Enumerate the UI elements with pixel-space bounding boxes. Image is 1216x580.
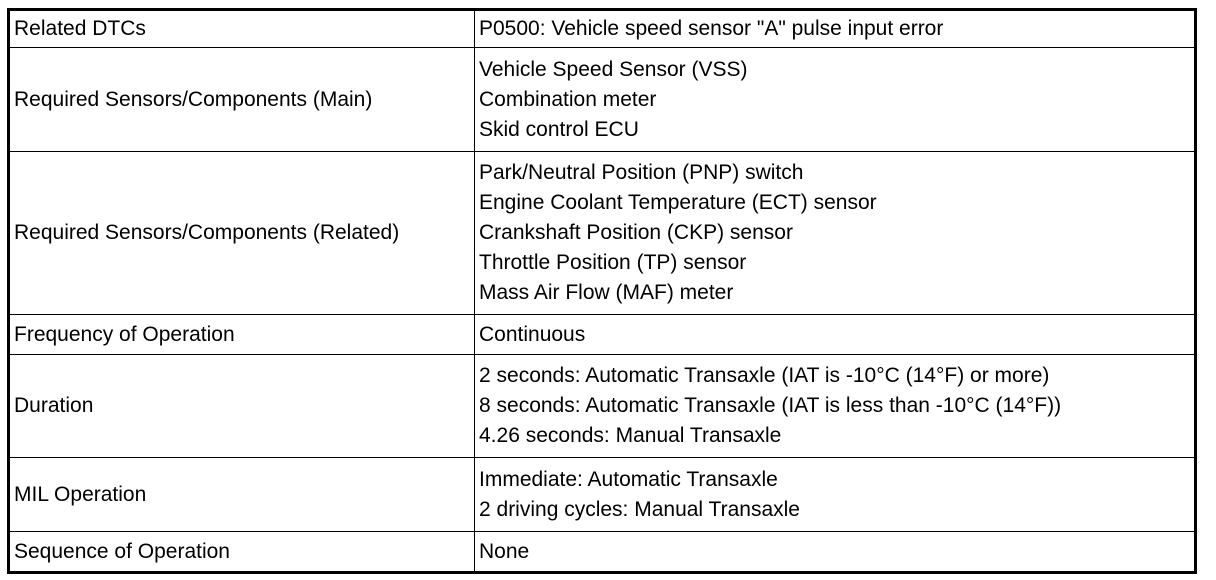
value-line: Combination meter: [479, 87, 657, 111]
row-label: Sequence of Operation: [9, 532, 475, 573]
table-row-frequency: [9, 315, 1196, 355]
value-line: Immediate: Automatic Transaxle: [479, 467, 778, 491]
value-line: Skid control ECU: [479, 117, 639, 141]
value-line: 4.26 seconds: Manual Transaxle: [479, 424, 782, 447]
value-line: Park/Neutral Position (PNP) switch: [479, 161, 804, 184]
row-value: [475, 532, 1196, 573]
row-value: [475, 10, 1196, 48]
value-line: Vehicle Speed Sensor (VSS): [479, 57, 748, 81]
table-row-mil-operation: [9, 458, 1196, 532]
value-line: Throttle Position (TP) sensor: [479, 251, 747, 274]
value-line: 8 seconds: Automatic Transaxle (IAT is less than -10°C (14°F)): [479, 394, 1062, 417]
value-line: None: [479, 539, 530, 563]
table-row-related-components: [9, 152, 1196, 315]
table-row-duration: [9, 355, 1196, 458]
value-line: Continuous: [479, 322, 586, 346]
table-row-main-components: [9, 48, 1196, 152]
row-label: MIL Operation: [9, 458, 475, 532]
value-line: Crankshaft Position (CKP) sensor: [479, 221, 793, 244]
row-label: Related DTCs: [9, 10, 475, 48]
dtc-spec-table: [7, 8, 1197, 574]
row-label: Frequency of Operation: [9, 315, 475, 355]
value-line: P0500: Vehicle speed sensor "A" pulse input error: [479, 17, 944, 40]
value-line: 2 seconds: Automatic Transaxle (IAT is -10°C (14°F) or more): [479, 364, 1050, 387]
row-value: [475, 458, 1196, 532]
table-row-sequence: [9, 532, 1196, 573]
value-line: Mass Air Flow (MAF) meter: [479, 281, 734, 304]
value-line: 2 driving cycles: Manual Transaxle: [479, 497, 800, 521]
row-value: [475, 355, 1196, 458]
row-label: Duration: [9, 355, 475, 458]
row-value: [475, 315, 1196, 355]
row-label: Required Sensors/Components (Main): [9, 48, 475, 152]
value-line: Engine Coolant Temperature (ECT) sensor: [479, 191, 877, 214]
row-value: [475, 152, 1196, 315]
row-label: Required Sensors/Components (Related): [9, 152, 475, 315]
table-row-related-dtcs: [9, 10, 1196, 48]
row-value: [475, 48, 1196, 152]
